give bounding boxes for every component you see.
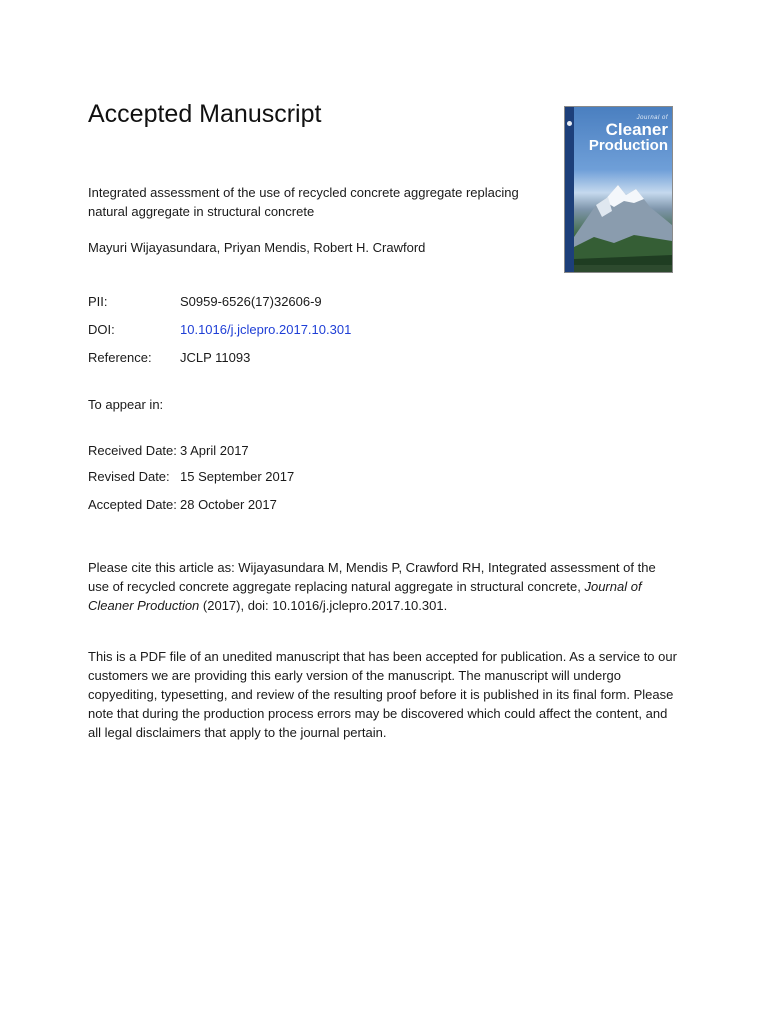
received-label: Received Date: [88,443,177,458]
pii-value: S0959-6526(17)32606-9 [180,294,322,309]
reference-row [88,350,250,365]
article-authors: Mayuri Wijayasundara, Priyan Mendis, Robert H. Crawford [88,240,426,255]
citation-paragraph [88,558,678,615]
received-value: 3 April 2017 [180,443,249,458]
journal-cover-image [564,106,673,273]
cover-title-cleaner: Cleaner [605,120,668,139]
cover-mountain-image [574,167,672,272]
reference-value: JCLP 11093 [180,350,251,365]
notice-paragraph: This is a PDF file of an unedited manuscript that has been accepted for publication. As a service to our customers we are providing this early version of the manuscript. The manuscript will undergo copyediting, typesetting, and review of the resulting proof before it is published in its final form. Please note that during the production process errors may be discovered which could affect the content, and all legal disclaimers that apply to the journal pertain. [88,649,677,740]
revised-value: 15 September 2017 [180,469,295,484]
page-title: Accepted Manuscript [88,100,322,128]
cover-masthead [577,115,668,154]
accepted-label: Accepted Date: [88,497,177,512]
doi-link[interactable]: 10.1016/j.jclepro.2017.10.301 [180,322,352,337]
citation-suffix: (2017), doi: 10.1016/j.jclepro.2017.10.301. [199,598,448,613]
pii-label: PII: [88,294,108,309]
reference-label: Reference: [88,350,152,365]
revised-row [88,469,294,484]
accepted-row [88,497,277,512]
cover-spine-dot [567,121,572,126]
accepted-value: 28 October 2017 [180,497,277,512]
pii-row [88,294,322,309]
article-title: Integrated assessment of the use of recycled concrete aggregate replacing natural aggregate in structural concrete [88,185,519,219]
cover-title-small: Journal of [636,115,668,121]
cover-spine [565,107,574,272]
citation-journal: Journal of Cleaner Production [88,579,642,613]
doi-row [88,322,351,337]
doi-label: DOI: [88,322,115,337]
received-row [88,443,249,458]
cover-title-production: Production [588,137,668,154]
revised-label: Revised Date: [88,469,170,484]
appear-in-label: To appear in: [88,397,164,412]
citation-prefix: Please cite this article as: Wijayasundara M, Mendis P, Crawford RH, Integrated assessment of the use of recycled concrete aggregate replacing natural aggregate in structural concrete, [88,560,656,594]
